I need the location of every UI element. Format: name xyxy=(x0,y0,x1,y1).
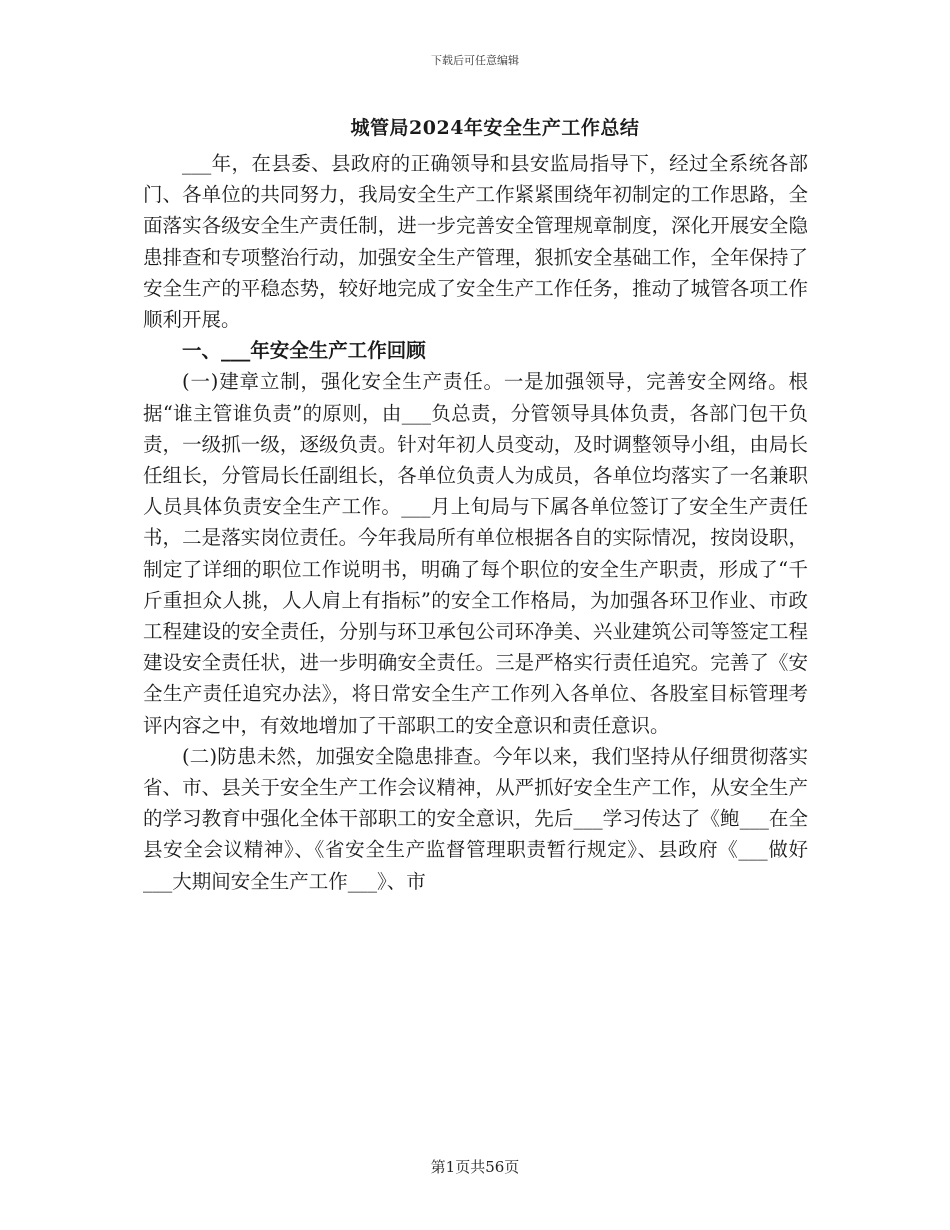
paragraph-responsibility: (一)建章立制，强化安全生产责任。一是加强领导，完善安全网络。根据“谁主管谁负责”的原则，由___负总责，分管领导具体负责，各部门包干负责，一级抓一级，逐级负责。针对年初人员变动，及时调整领导小组，由局长任组长，分管局长任副组长，各单位负责人为成员，各单位均落实了一名兼职人员具体负责安全生产工作。___月上旬局与下属各单位签订了安全生产责任书，二是落实岗位责任。今年我局所有单位根据各自的实际情况，按岗设职，制定了详细的职位工作说明书，明确了每个职位的安全生产职责，形成了“千斤重担众人挑，人人肩上有指标”的安全工作格局，为加强各环卫作业、市政工程建设的安全责任，分别与环卫承包公司环净美、兴业建筑公司等签定工程建设安全责任状，进一步明确安全责任。三是严格实行责任追究。完善了《安全生产责任追究办法》，将日常安全生产工作列入各单位、各股室目标管理考评内容之中，有效地增加了干部职工的安全意识和责任意识。 xyxy=(143,370,808,737)
section-heading-review: 一、___年安全生产工作回顾 xyxy=(182,339,426,363)
page-number: 第1页共56页 xyxy=(430,1158,520,1176)
document-title: 城管局2024年安全生产工作总结 xyxy=(350,117,640,139)
document-body xyxy=(143,148,808,897)
paragraph-intro: ___年，在县委、县政府的正确领导和县安监局指导下，经过全系统各部门、各单位的共同努力，我局安全生产工作紧紧围绕年初制定的工作思路，全面落实各级安全生产责任制，进一步完善安全管理规章制度，深化开展安全隐患排查和专项整治行动，加强安全生产管理，狠抓安全基础工作，全年保持了安全生产的平稳态势，较好地完成了安全生产工作任务，推动了城管各项工作顺利开展。 xyxy=(143,152,808,332)
paragraph-hazard-inspection: (二)防患未然，加强安全隐患排查。今年以来，我们坚持从仔细贯彻落实省、市、县关于安全生产工作会议精神，从严抓好安全生产工作，从安全生产的学习教育中强化全体干部职工的安全意识，先后___学习传达了《鲍___在全县安全会议精神》、《省安全生产监督管理职责暂行规定》、县政府《___做好___大期间安全生产工作___》、市 xyxy=(143,744,808,893)
page-header-note: 下载后可任意编辑 xyxy=(431,54,519,67)
